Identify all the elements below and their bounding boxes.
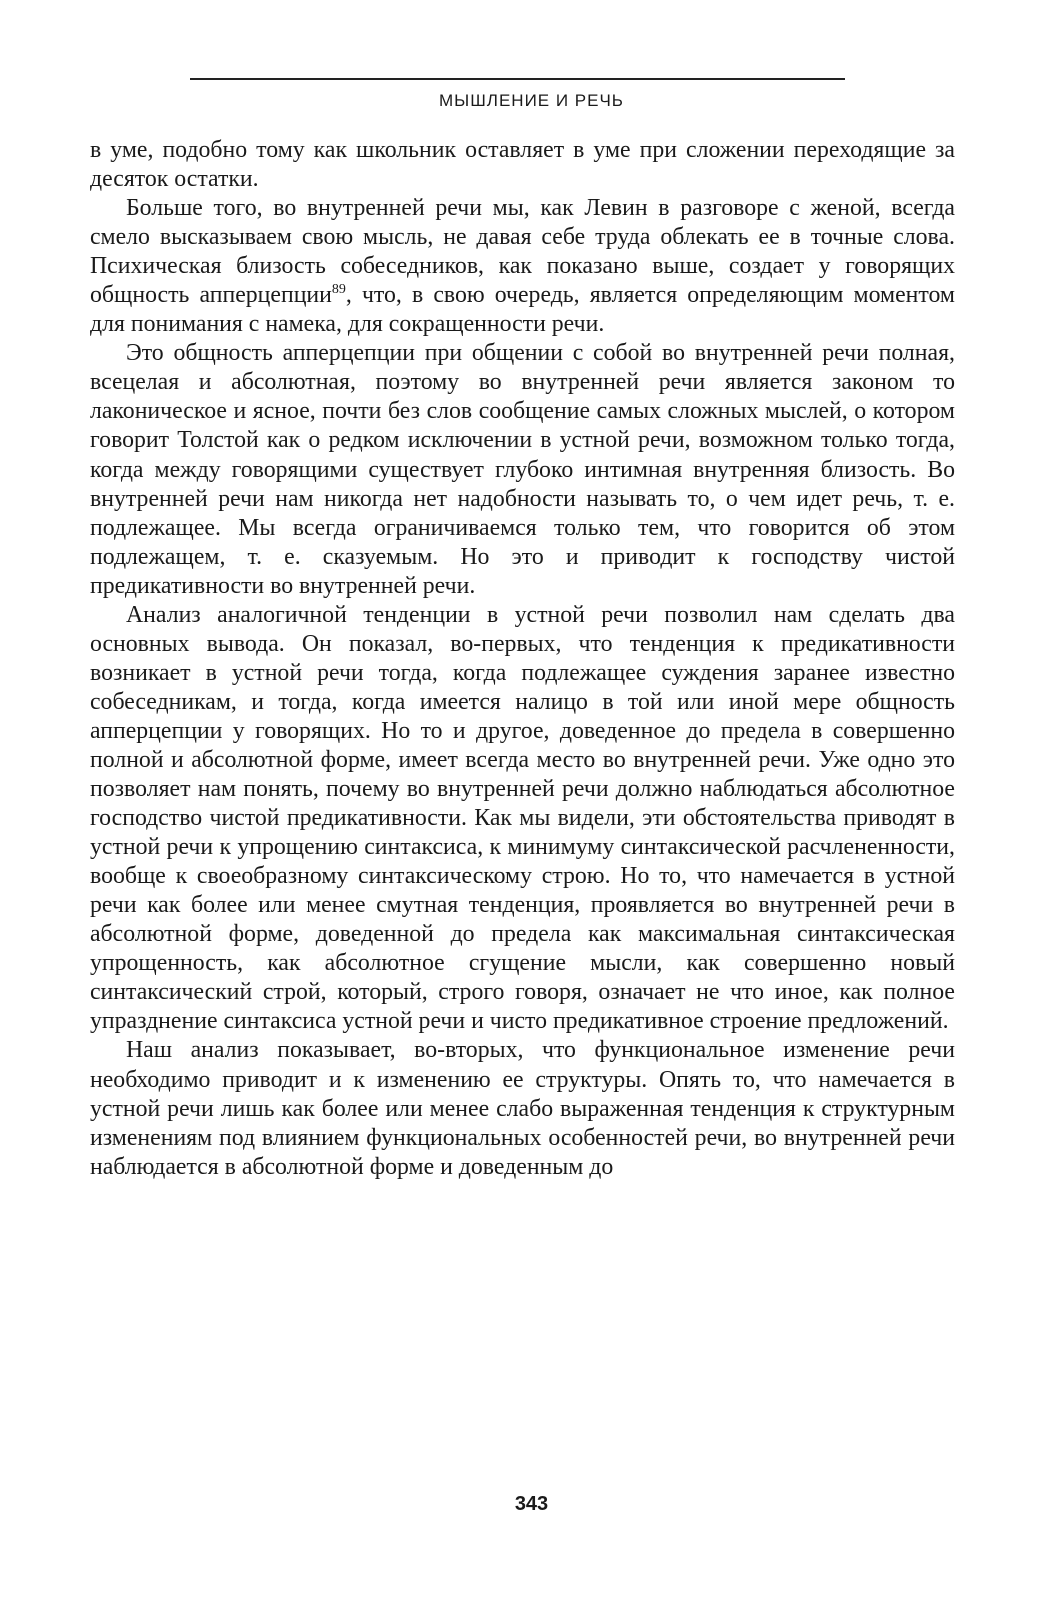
header-rule [190,78,845,80]
paragraph-text: Наш анализ показывает, во-вторых, что функциональное изменение речи необходимо приводит и к изменению ее структуры. Опять то, что намечается в устной речи лишь как более или менее слабо выраженная тенденция к структурным изменениям под влиянием функциональных особенностей речи, во внутренней речи наблюдается в абсолютной форме и доведенным до [90,1037,955,1180]
paragraph [90,1036,955,1181]
paragraph [90,339,955,600]
footnote-marker: 89 [331,282,346,298]
paragraph-text: Анализ аналогичной тенденции в устной речи позволил нам сделать два основных вывода. Он показал, во-первых, что тенденция к предикативности возникает в устной речи тогда, когда подлежащее суждения заранее известно собеседникам, и тогда, когда имеется налицо в той или иной мере общность апперцепции у говорящих. Но то и другое, доведенное до предела в совершенно полной и абсолютной форме, имеет всегда место во внутренней речи. Уже одно это позволяет нам понять, почему во внутренней речи должно наблюдаться абсолютное господство чистой предикативности. Как мы видели, эти обстоятельства приводят в устной речи к упрощению синтаксиса, к минимуму синтаксической расчлененности, вообще к своеобразному синтаксическому строю. Но то, что намечается в устной речи как более или менее смутная тенденция, проявляется во внутренней речи в абсолютной форме, доведенной до предела как максимальная синтаксическая упрощенность, как абсолютное сгущение мысли, как совершенно новый синтаксический строй, который, строго говоря, означает не что иное, как полное упразднение синтаксиса устной речи и чисто предикативное строение предложений. [90,601,955,1035]
paragraph-text: Больше того, во внутренней речи мы, как Левин в разговоре с женой, всегда смело высказываем свою мысль, не давая себе труда облекать ее в точные слова. Психическая близость собеседников, как показано выше, создает у говорящих общность апперцепции [90,195,955,309]
paragraph-continued [90,136,955,194]
body-text [90,136,955,1182]
page-number: 343 [514,1493,549,1515]
paragraph [90,194,955,339]
paragraph-text: в уме, подобно тому как школьник оставляет в уме при сложении переходящие за десяток остатки. [90,137,955,193]
paragraph [90,601,955,1037]
paragraph-text: , что, в свою очередь, является определяющим моментом для понимания с намека, для сокращенности речи. [90,282,955,338]
paragraph-text: Это общность апперцепции при общении с собой во внутренней речи полная, всецелая и абсолютная, поэтому во внутренней речи является законом то лаконическое и ясное, почти без слов сообщение самых сложных мыслей, о котором говорит Толстой как о редком исключении в устной речи, возможном только тогда, когда между говорящими существует глубоко интимная внутренняя близость. Во внутренней речи нам никогда нет надобности называть то, о чем идет речь, т. е. подлежащее. Мы всегда ограничиваемся только тем, что говорится об этом подлежащем, т. е. сказуемым. Но это и приводит к господству чистой предикативности во внутренней речи. [90,340,955,599]
running-title: МЫШЛЕНИЕ И РЕЧЬ [439,91,624,110]
